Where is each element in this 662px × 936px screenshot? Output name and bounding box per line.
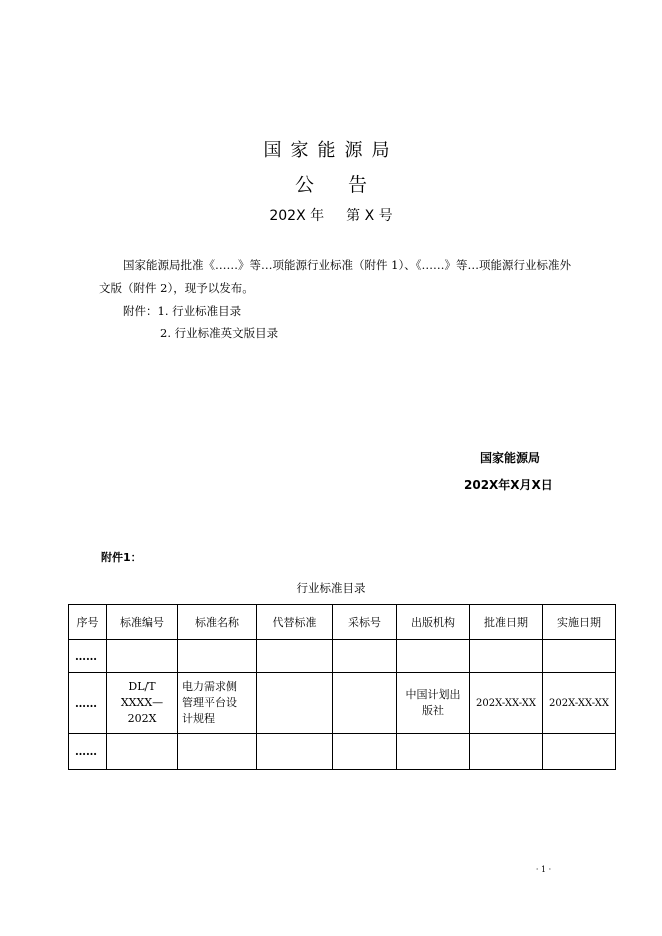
doc-number [0, 205, 662, 225]
col-header-replace: 代替标准 [257, 605, 333, 640]
cell-code [107, 640, 178, 673]
cell-seq: …… [69, 734, 107, 770]
cell-publisher [397, 734, 470, 770]
attachment-line-2: 2. 行业标准英文版目录 [160, 326, 279, 340]
announcement-paragraph: 国家能源局批准《……》等…项能源行业标准（附件 1）、《……》等…项能源行业标准外文版（附件 2），现予以发布。 [99, 258, 571, 295]
standards-table [68, 604, 616, 770]
doc-type-char-2: 告 [348, 174, 368, 196]
name-line: 管理平台设 [182, 696, 237, 709]
col-header-name: 标准名称 [178, 605, 257, 640]
doc-type-char-1: 公 [294, 174, 314, 196]
issue-date: 202X年X月X日 [464, 478, 553, 492]
cell-replace [257, 734, 333, 770]
code-line: DL/T [128, 680, 156, 693]
cell-implement: 202X-XX-XX [543, 673, 616, 734]
cell-publisher [397, 640, 470, 673]
doc-year: 202X 年 [269, 208, 325, 224]
cell-name [178, 673, 257, 734]
cell-publisher [397, 673, 470, 734]
name-line: 电力需求侧 [182, 680, 237, 693]
col-header-seq: 序号 [69, 605, 107, 640]
attachment-line-1: 附件：1. 行业标准目录 [123, 304, 242, 318]
table-row [69, 734, 616, 770]
table-row [69, 673, 616, 734]
doc-serial: 第 X 号 [346, 208, 393, 224]
table-row [69, 640, 616, 673]
cell-approve [470, 640, 543, 673]
cell-implement [543, 734, 616, 770]
col-header-code: 标准编号 [107, 605, 178, 640]
col-header-implement: 实施日期 [543, 605, 616, 640]
cell-seq: …… [69, 673, 107, 734]
cell-replace [257, 673, 333, 734]
doc-type-title [0, 170, 662, 197]
cell-name [178, 640, 257, 673]
code-line: XXXX—202X [120, 696, 164, 725]
cell-seq: …… [69, 640, 107, 673]
col-header-publisher: 出版机构 [397, 605, 470, 640]
cell-adopt [333, 673, 397, 734]
table-title: 行业标准目录 [296, 581, 366, 595]
cell-code [107, 734, 178, 770]
table-header-row [69, 605, 616, 640]
page-number: · 1 · [535, 865, 552, 874]
publisher-line: 版社 [422, 704, 444, 717]
cell-name [178, 734, 257, 770]
publisher-line: 中国计划出 [405, 688, 461, 701]
cell-replace [257, 640, 333, 673]
cell-implement [543, 640, 616, 673]
name-line: 计规程 [182, 712, 215, 725]
annex-label: 附件1： [101, 551, 142, 564]
issuer-signature: 国家能源局 [480, 451, 541, 465]
org-title: 国家能源局 [263, 140, 399, 161]
cell-code [107, 673, 178, 734]
cell-adopt [333, 734, 397, 770]
cell-approve: 202X-XX-XX [470, 673, 543, 734]
col-header-approve: 批准日期 [470, 605, 543, 640]
cell-adopt [333, 640, 397, 673]
cell-approve [470, 734, 543, 770]
col-header-adopt: 采标号 [333, 605, 397, 640]
